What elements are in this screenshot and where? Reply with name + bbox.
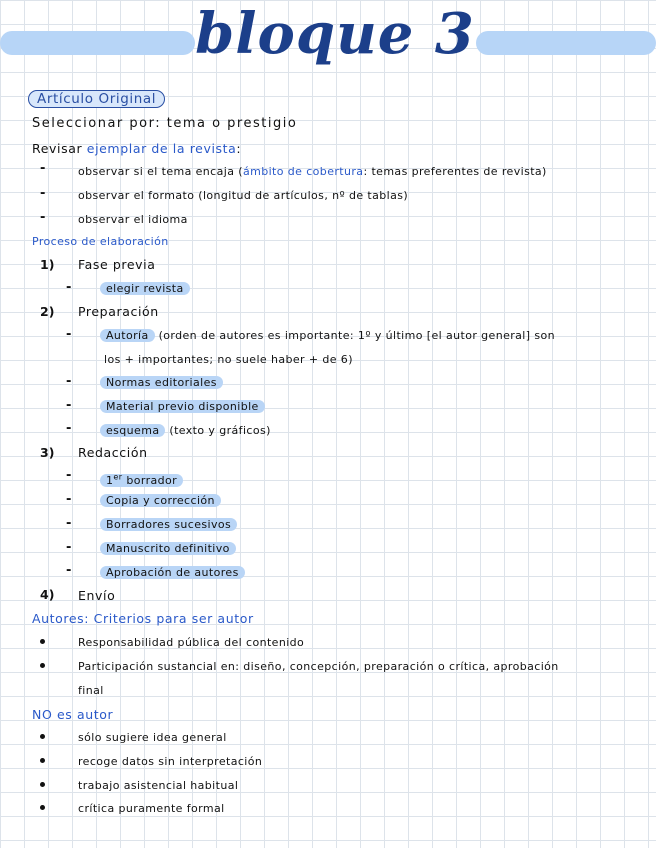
articulo-heading: Artículo Original <box>28 90 165 108</box>
dash: - <box>66 398 72 413</box>
no-autor-heading: NO es autor <box>32 707 114 722</box>
revisar-link: ejemplar de la revista <box>86 141 237 156</box>
revisar-item-1: observar si el tema encaja (ámbito de cobertura: temas preferentes de revista) <box>78 165 547 178</box>
redaccion-label: Redacción <box>78 445 148 460</box>
no-autor-item-2: recoge datos sin interpretación <box>78 755 263 768</box>
no-autor-item-1: sólo sugiere idea general <box>78 731 227 744</box>
bullet <box>40 782 45 787</box>
title-band-right <box>476 31 656 55</box>
fase-previa-label: Fase previa <box>78 257 156 272</box>
dash: - <box>66 516 72 531</box>
dash: - <box>66 468 72 483</box>
no-autor-item-4: crítica puramente formal <box>78 802 225 815</box>
no-autor-item-3: trabajo asistencial habitual <box>78 779 239 792</box>
borrador-item: 1er borrador <box>100 468 183 490</box>
bullet <box>40 805 45 810</box>
revisar-item-3: observar el idioma <box>78 213 188 226</box>
page-title: bloque 3 <box>195 1 475 67</box>
autores-item-2-cont: final <box>78 684 104 697</box>
borradores-item: Borradores sucesivos <box>100 516 237 534</box>
manuscrito-item: Manuscrito definitivo <box>100 540 236 558</box>
normas-item: Normas editoriales <box>100 374 223 392</box>
envio-label: Envío <box>78 588 116 603</box>
bullet <box>40 639 45 644</box>
dash: - <box>66 327 72 342</box>
proceso-heading: Proceso de elaboración <box>32 235 169 248</box>
preparacion-label: Preparación <box>78 304 159 319</box>
copia-item: Copia y corrección <box>100 492 221 510</box>
aprobacion-item: Aprobación de autores <box>100 564 245 582</box>
autores-heading: Autores: Criterios para ser autor <box>32 611 254 626</box>
dash: - <box>40 186 46 201</box>
bullet <box>40 734 45 739</box>
revisar-item-2: observar el formato (longitud de artículos, nº de tablas) <box>78 189 409 202</box>
dash: - <box>66 374 72 389</box>
dash: - <box>66 421 72 436</box>
fase-previa-item: elegir revista <box>100 280 190 298</box>
material-item: Material previo disponible <box>100 398 265 416</box>
autoria-line: Autoría (orden de autores es importante: 1º y último [el autor general] son <box>100 327 555 345</box>
esquema-item: esquema (texto y gráficos) <box>100 422 271 440</box>
dash: - <box>66 492 72 507</box>
dash: - <box>66 280 72 295</box>
step-number: 2) <box>40 304 55 319</box>
autores-item-2: Participación sustancial en: diseño, concepción, preparación o crítica, aprobación <box>78 660 559 673</box>
bullet <box>40 758 45 763</box>
autoria-cont: los + importantes; no suele haber + de 6) <box>104 353 353 366</box>
title-area <box>0 0 656 86</box>
step-number: 4) <box>40 587 55 602</box>
dash: - <box>66 540 72 555</box>
bullet <box>40 663 45 668</box>
autores-item-1: Responsabilidad pública del contenido <box>78 636 305 649</box>
dash: - <box>66 563 72 578</box>
revisar-line: Revisar ejemplar de la revista: <box>32 141 242 156</box>
title-band-left <box>0 31 195 55</box>
dash: - <box>40 161 46 176</box>
step-number: 1) <box>40 257 55 272</box>
dash: - <box>40 210 46 225</box>
step-number: 3) <box>40 445 55 460</box>
seleccionar-line: Seleccionar por: tema o prestigio <box>32 116 298 131</box>
